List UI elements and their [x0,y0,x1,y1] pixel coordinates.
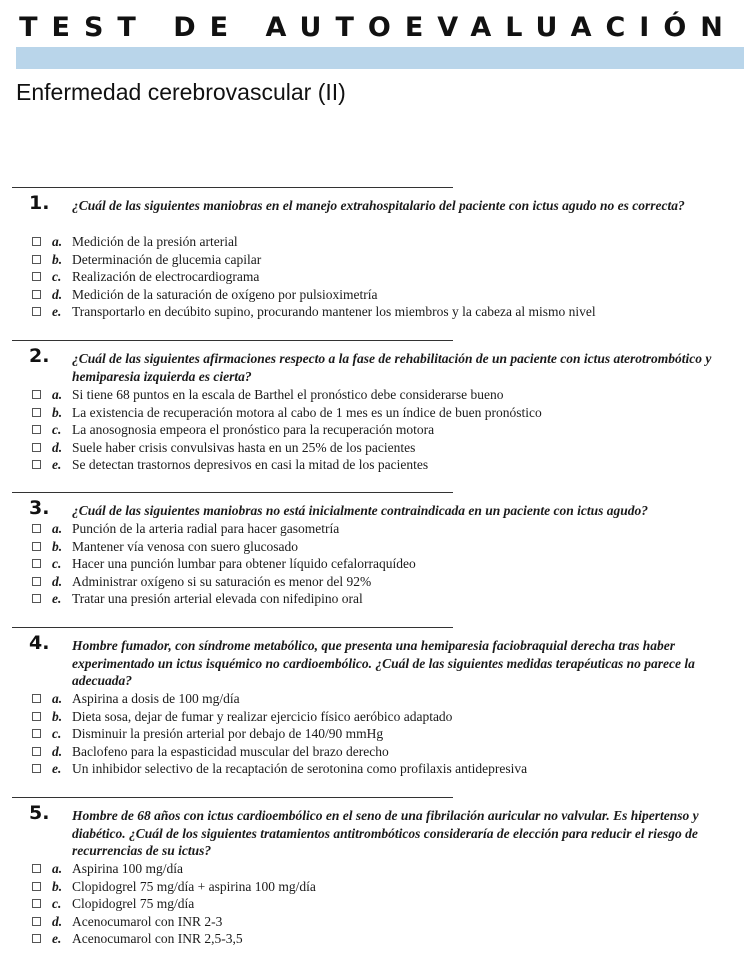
option-letter: d. [52,743,63,759]
checkbox[interactable] [32,694,41,703]
option-letter: d. [52,913,63,929]
option-text: Dieta sosa, dejar de fumar y realizar ejercicio físico aeróbico adaptado [72,708,453,724]
checkbox[interactable] [32,577,41,586]
question-stem: ¿Cuál de las siguientes maniobras no está inicialmente contraindicada en un paciente con ictus agudo? [72,503,649,518]
checkbox[interactable] [32,425,41,434]
option-e[interactable] [32,760,748,778]
option-d[interactable] [32,573,748,591]
question-number: 4. [29,632,50,654]
option-letter: a. [52,861,63,876]
option-letter: c. [52,896,62,911]
option-e[interactable] [32,930,748,948]
option-c[interactable] [32,895,748,913]
option-e[interactable] [32,456,748,474]
question-stem: Hombre de 68 años con ictus cardioembólico en el seno de una fibrilación auricular no valvular. Es hipertenso y diabético. ¿Cuál de los siguientes tratamientos antitrombóticos consideraría de elección para reducir el riesgo de recurrencias de su ictus? [72,808,699,858]
option-letter: a. [52,387,63,402]
option-c[interactable] [32,421,748,439]
question-number: 5. [29,802,50,824]
option-letter: d. [52,439,63,455]
option-letter: a. [52,521,63,536]
option-list [32,233,748,321]
option-text: Tratar una presión arterial elevada con nifedipino oral [72,591,363,606]
question-divider [12,797,453,798]
option-list [32,690,748,778]
option-a[interactable] [32,690,748,708]
checkbox[interactable] [32,390,41,399]
option-text: La existencia de recuperación motora al cabo de 1 mes es un índice de buen pronóstico [72,404,542,420]
option-b[interactable] [32,878,748,896]
option-d[interactable] [32,286,748,304]
option-a[interactable] [32,233,748,251]
option-d[interactable] [32,439,748,457]
question-number: 1. [29,192,50,214]
option-text: Acenocumarol con INR 2-3 [72,913,223,929]
option-text: Se detectan trastornos depresivos en casi la mitad de los pacientes [72,457,429,472]
option-text: Hacer una punción lumbar para obtener líquido cefalorraquídeo [72,556,416,571]
option-text: Realización de electrocardiograma [72,269,260,284]
option-letter: e. [52,457,62,472]
option-c[interactable] [32,268,748,286]
checkbox[interactable] [32,764,41,773]
question-number: 3. [29,497,50,519]
option-letter: a. [52,234,63,249]
option-text: Clopidogrel 75 mg/día [72,896,195,911]
question-divider [12,627,453,628]
header-title: TEST DE AUTOEVALUACIÓN [19,12,737,43]
checkbox[interactable] [32,594,41,603]
option-b[interactable] [32,251,748,269]
checkbox[interactable] [32,712,41,721]
option-letter: e. [52,304,62,319]
option-letter: d. [52,573,63,589]
header-accent-bar [16,47,744,69]
option-text: Un inhibidor selectivo de la recaptación de serotonina como profilaxis antidepresiva [72,761,528,776]
option-c[interactable] [32,725,748,743]
option-b[interactable] [32,538,748,556]
checkbox[interactable] [32,747,41,756]
checkbox[interactable] [32,899,41,908]
checkbox[interactable] [32,255,41,264]
checkbox[interactable] [32,864,41,873]
checkbox[interactable] [32,917,41,926]
checkbox[interactable] [32,729,41,738]
page-subtitle: Enfermedad cerebrovascular (II) [16,79,346,105]
question-stem: ¿Cuál de las siguientes afirmaciones respecto a la fase de rehabilitación de un paciente con ictus aterotrombótico y hemiparesia izquierda es cierta? [72,351,712,384]
option-list [32,520,748,608]
option-letter: e. [52,931,62,946]
checkbox[interactable] [32,290,41,299]
option-text: Transportarlo en decúbito supino, procurando mantener los miembros y la cabeza al mismo nivel [72,304,596,319]
option-letter: b. [52,538,63,554]
option-letter: b. [52,878,63,894]
option-text: Administrar oxígeno si su saturación es menor del 92% [72,573,372,589]
option-b[interactable] [32,708,748,726]
option-d[interactable] [32,913,748,931]
option-a[interactable] [32,386,748,404]
option-text: Determinación de glucemia capilar [72,251,262,267]
option-a[interactable] [32,860,748,878]
option-letter: b. [52,251,63,267]
question-divider [12,187,453,188]
option-e[interactable] [32,303,748,321]
option-letter: c. [52,269,62,284]
option-text: Mantener vía venosa con suero glucosado [72,538,299,554]
checkbox[interactable] [32,882,41,891]
option-letter: a. [52,691,63,706]
question-number: 2. [29,345,50,367]
option-text: Medición de la presión arterial [72,234,238,249]
option-d[interactable] [32,743,748,761]
question-stem: Hombre fumador, con síndrome metabólico, que presenta una hemiparesia faciobraquial derecha tras haber experimentado un ictus isquémico no cardioembólico. ¿Cuál de las siguientes medidas terapéuticas no parece la adecuada? [72,638,695,688]
checkbox[interactable] [32,559,41,568]
checkbox[interactable] [32,237,41,246]
question-divider [12,340,453,341]
option-list [32,860,748,948]
page-header [0,0,756,70]
option-e[interactable] [32,590,748,608]
option-text: Clopidogrel 75 mg/día + aspirina 100 mg/día [72,878,316,894]
option-letter: c. [52,422,62,437]
option-letter: e. [52,761,62,776]
option-c[interactable] [32,555,748,573]
option-letter: c. [52,556,62,571]
option-letter: d. [52,286,63,302]
option-b[interactable] [32,404,748,422]
option-text: Aspirina a dosis de 100 mg/día [72,691,240,706]
checkbox[interactable] [32,524,41,533]
option-letter: e. [52,591,62,606]
option-text: Acenocumarol con INR 2,5-3,5 [72,931,243,946]
option-text: Punción de la arteria radial para hacer gasometría [72,521,340,536]
option-text: Suele haber crisis convulsivas hasta en un 25% de los pacientes [72,439,416,455]
option-letter: c. [52,726,62,741]
option-a[interactable] [32,520,748,538]
checkbox[interactable] [32,443,41,452]
option-text: Baclofeno para la espasticidad muscular del brazo derecho [72,743,389,759]
question-stem: ¿Cuál de las siguientes maniobras en el manejo extrahospitalario del paciente con ictus agudo no es correcta? [72,198,685,213]
option-text: Aspirina 100 mg/día [72,861,183,876]
option-letter: b. [52,708,63,724]
checkbox[interactable] [32,307,41,316]
option-text: Si tiene 68 puntos en la escala de Barthel el pronóstico debe considerarse bueno [72,387,504,402]
question-divider [12,492,453,493]
option-text: La anosognosia empeora el pronóstico para la recuperación motora [72,422,435,437]
checkbox[interactable] [32,272,41,281]
option-letter: b. [52,404,63,420]
checkbox[interactable] [32,542,41,551]
option-text: Disminuir la presión arterial por debajo de 140/90 mmHg [72,726,384,741]
checkbox[interactable] [32,460,41,469]
checkbox[interactable] [32,408,41,417]
option-list [32,386,748,474]
checkbox[interactable] [32,934,41,943]
option-text: Medición de la saturación de oxígeno por pulsioximetría [72,286,378,302]
